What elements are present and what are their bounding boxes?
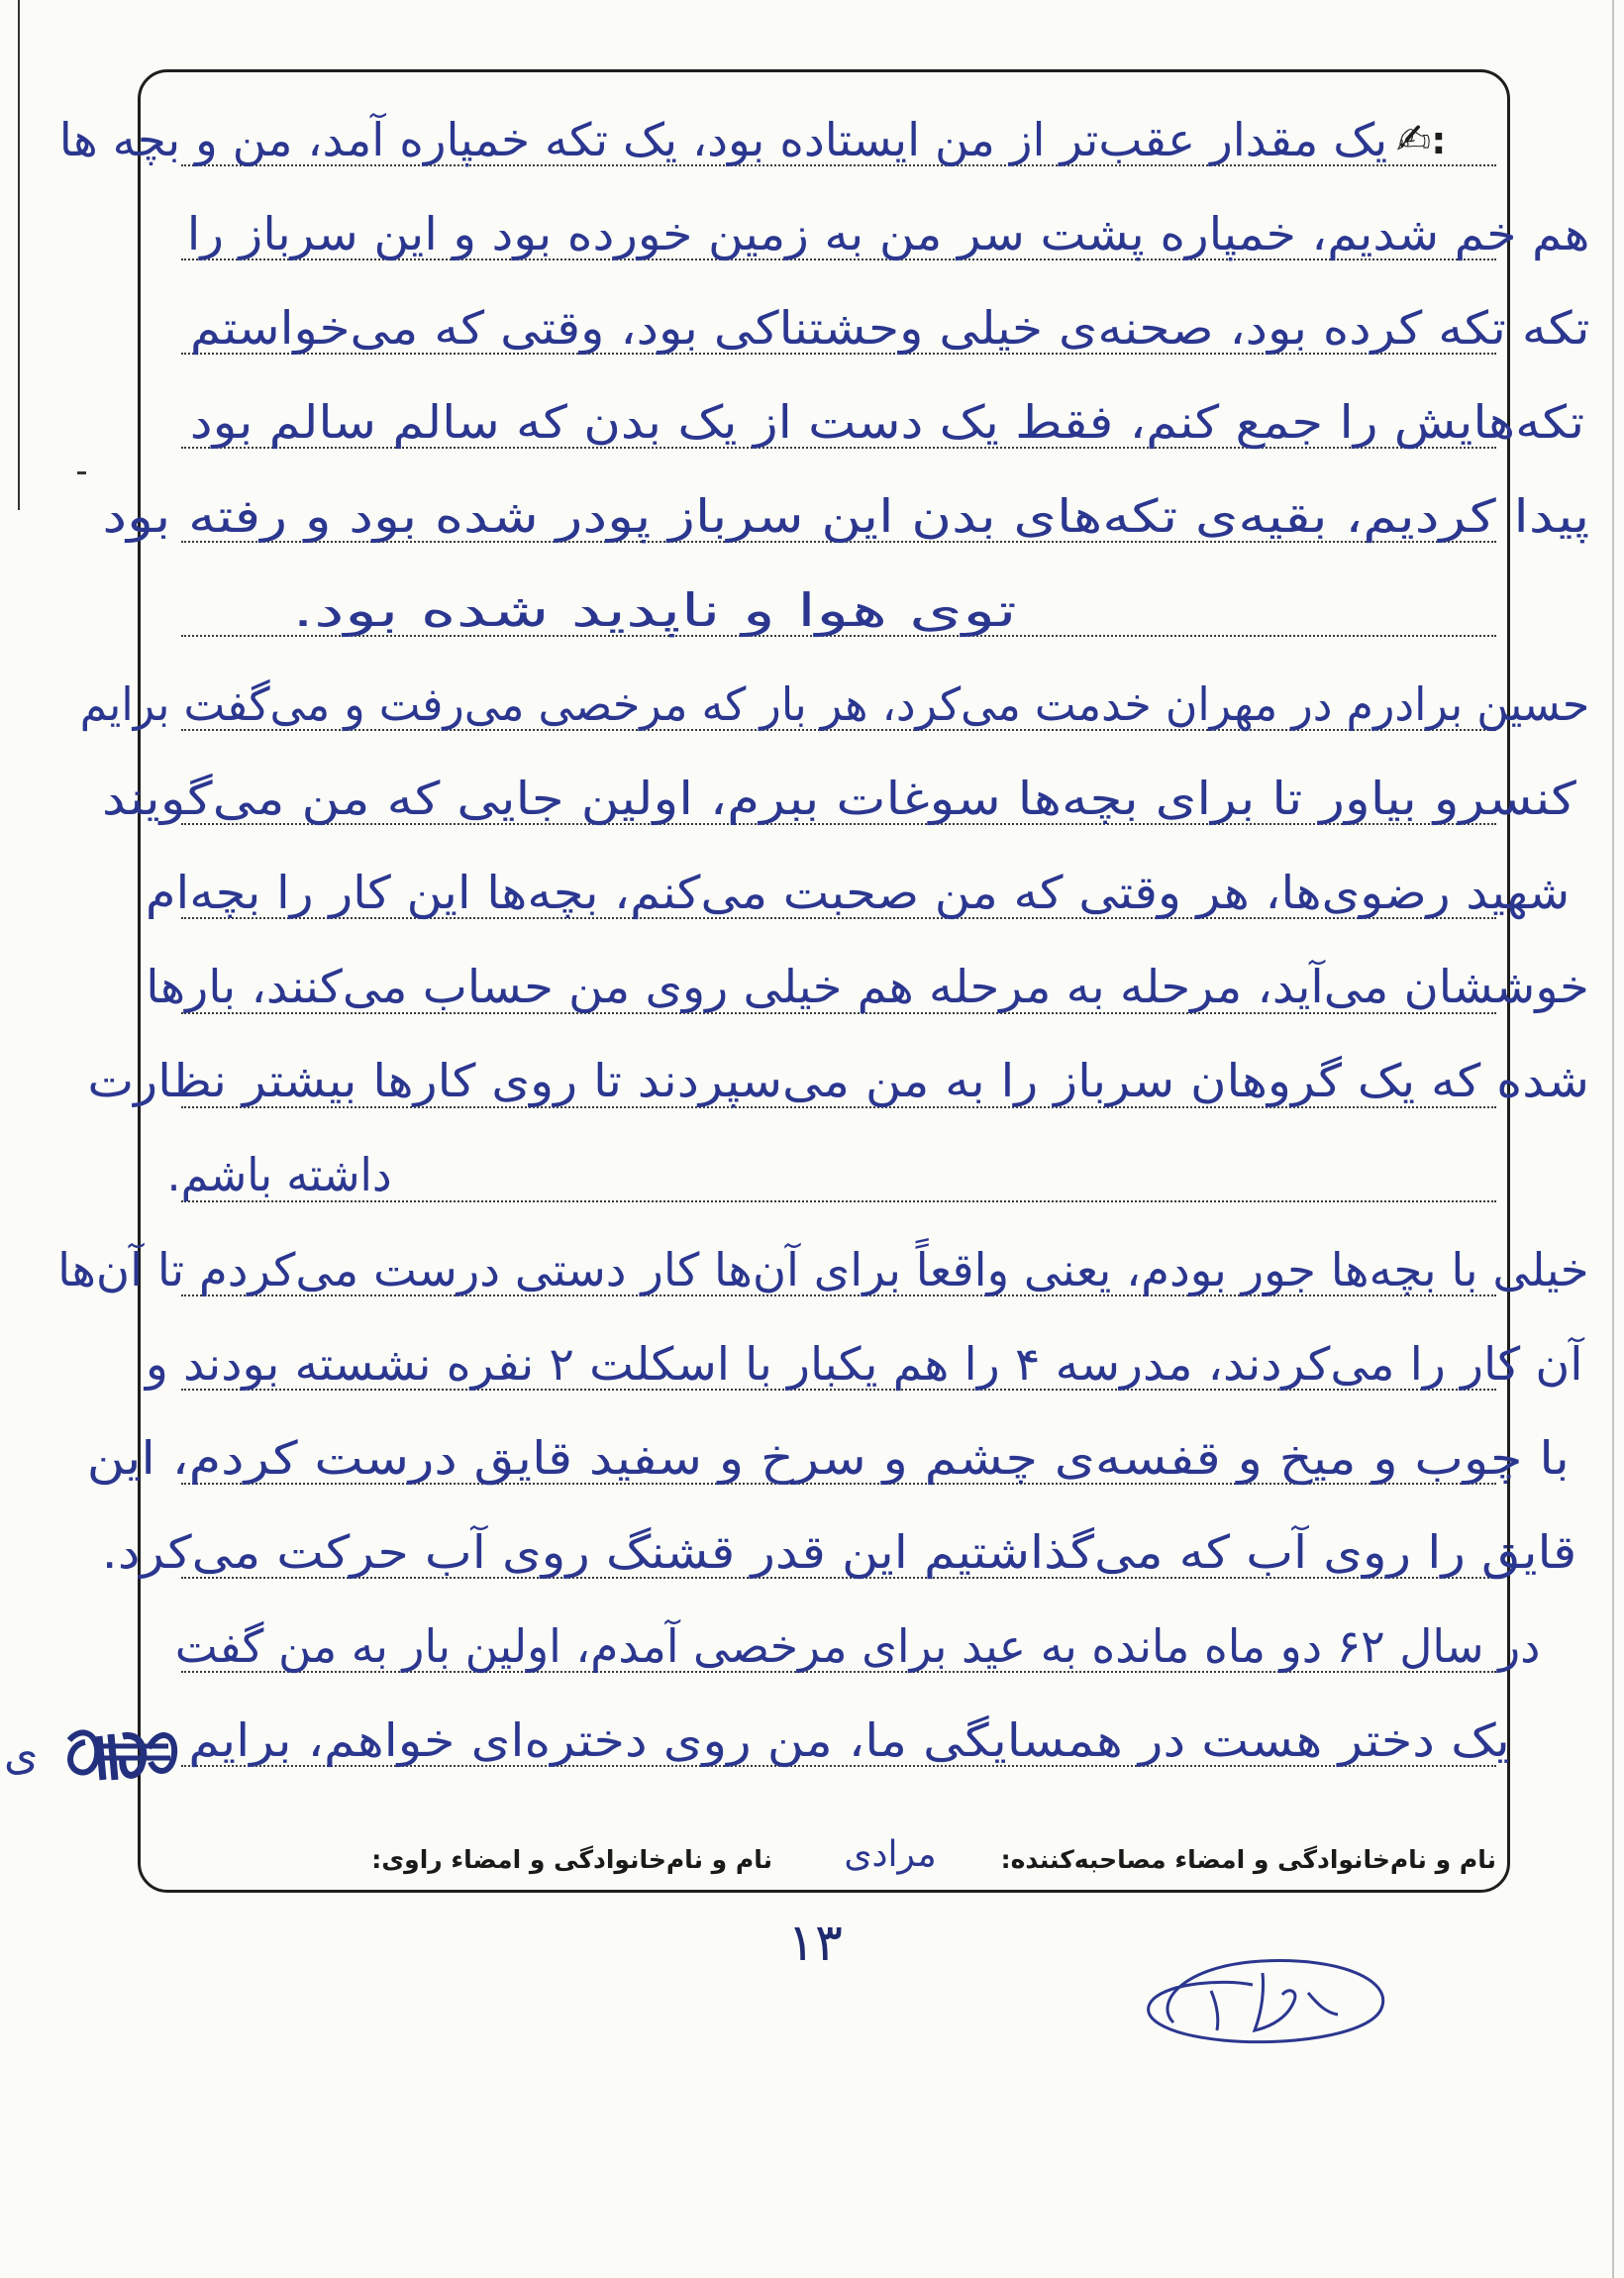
narrator-signature-label: نام و نام‌خانوادگی و امضاء راوی: [371,1845,772,1874]
page-edge-line-right [1612,0,1614,2278]
handwritten-line: یک دختر هست در همسایگی ما، من روی دختره‌ای خواهم، برایم [188,1713,1510,1767]
margin-mark [77,471,86,474]
handwritten-line: تکه‌هایش را جمع کنم، فقط یک دست از یک بدن که سالم سالم بود [189,395,1584,449]
handwritten-line: کنسرو بیاور تا برای بچه‌ها سوغات ببرم، اولین جایی که من می‌گویند [101,772,1576,825]
text-row [189,1708,1510,1772]
handwritten-line: پیدا کردیم، بقیه‌ی تکه‌های بدن این سرباز پودر شده بود و رفته بود [102,489,1589,543]
text-row [87,1426,1570,1490]
margin-note: ی [4,1729,39,1780]
signature [1114,1943,1401,2052]
page-number: ۱۳ [787,1914,843,1973]
text-row [152,578,1017,642]
text-row [174,1614,1540,1678]
text-row [146,955,1589,1018]
text-row [189,296,1589,360]
handwritten-line: خوششان می‌آید، مرحله به مرحله هم خیلی روی من حساب می‌کنند، بارها [146,960,1589,1013]
text-row [102,767,1576,830]
handwritten-line: با چوب و میخ و قفسه‌ی چشم و سرخ و سفید قایق درست کردم، این [86,1431,1570,1485]
text-row [87,1049,1589,1112]
interviewer-signature-label: نام و نام‌خانوادگی و امضاء مصاحبه‌کننده: [1000,1845,1496,1874]
handwritten-line: داشته باشم. [166,1148,392,1201]
handwritten-line: حسین برادرم در مهران خدمت می‌کرد، هر بار که مرخصی می‌رفت و می‌گفت برایم [79,677,1589,731]
handwritten-line: یک مقدار عقب‌تر از من ایستاده بود، یک تکه خمپاره آمد، من و بچه ها [58,113,1387,166]
line-marker [1396,108,1446,171]
marker-colon: : [1431,119,1447,162]
handwritten-line: آن کار را می‌کردند، مدرسه ۴ را هم یکبار با اسکلت ۲ نفره نشسته بودند و [146,1337,1583,1391]
text-row [167,1143,392,1206]
text-row [102,484,1589,548]
handwritten-line: شهید رضوی‌ها، هر وقتی که من صحبت می‌کنم، بچه‌ها این کار را بچه‌ام [145,866,1570,919]
handwritten-line: خیلی با بچه‌ها جور بودم، یعنی واقعاً برای آن‌ها کار دستی درست می‌کردم تا آن‌ها [57,1243,1589,1296]
handwritten-line: توی هوا و ناپدید شده بود. [292,583,1017,637]
text-row [186,202,1589,265]
handwritten-line: هم خم شدیم، خمپاره پشت سر من به زمین خورده بود و این سرباز را [186,207,1589,260]
handwritten-line: قایق را روی آب که می‌گذاشتیم این قدر قشنگ روی آب حرکت می‌کرد. [101,1525,1576,1579]
interviewer-name: مرادی [844,1834,937,1875]
text-row [146,1332,1583,1396]
writing-hand-icon [1396,115,1431,163]
text-row [146,861,1570,924]
text-row [58,1238,1589,1301]
handwritten-line: در سال ۶۲ دو ماه مانده به عید برای مرخصی آمدم، اولین بار به من گفت [174,1619,1540,1673]
handwritten-line: شده که یک گروهان سرباز را به من می‌سپردند تا روی کارها بیشتر نظارت [87,1054,1589,1107]
text-row [58,108,1387,171]
page-edge-line [18,0,20,510]
handwritten-line: تکه تکه کرده بود، صحنه‌ی خیلی وحشتناکی بود، وقتی که می‌خواستم [189,301,1589,355]
text-row [189,390,1584,454]
text-row [80,673,1589,736]
text-row [102,1520,1576,1584]
